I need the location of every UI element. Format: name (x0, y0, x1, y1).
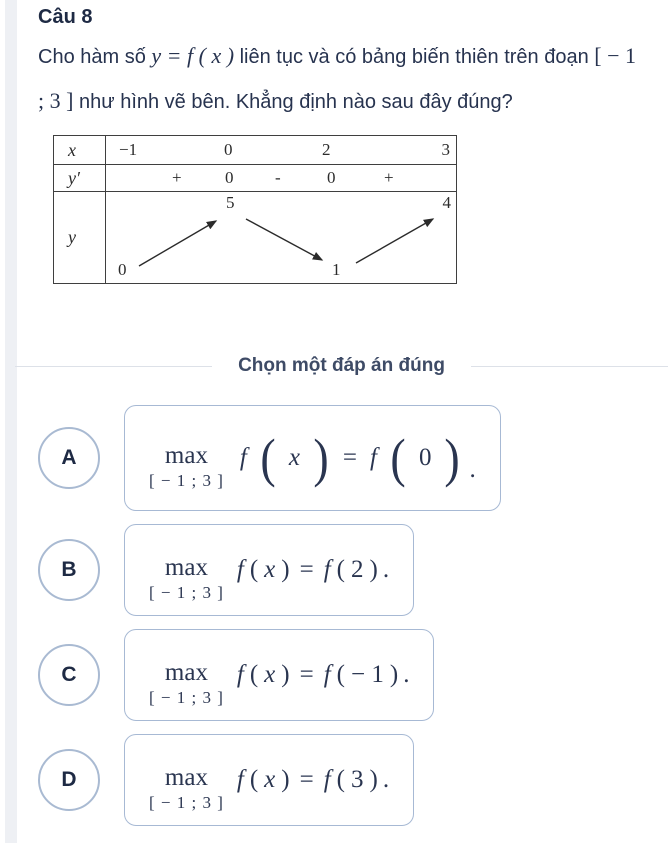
question-text-part2: liên tục và có bảng biến thiên trên đoạn (234, 46, 595, 68)
y-end-value: 4 (442, 193, 451, 213)
option-a-formula: max [ − 1 ; 3 ] f ( x ) = f ( 0 ) . (149, 427, 476, 490)
option-card-a[interactable] (124, 405, 501, 511)
table-y-variation (106, 192, 456, 283)
option-card-d[interactable] (124, 734, 414, 826)
y-min-value: 1 (332, 260, 341, 280)
table-header-x: x (54, 136, 106, 164)
option-card-b[interactable] (124, 524, 414, 616)
option-row-a (38, 405, 650, 511)
answer-options (38, 405, 650, 839)
option-row-c (38, 629, 650, 721)
choose-answer-divider (15, 355, 668, 377)
divider-line-right (471, 366, 668, 367)
sign-value: 0 (327, 168, 336, 188)
max-operator: max [ − 1 ; 3 ] (149, 763, 224, 812)
divider-line-left (15, 366, 212, 367)
sign-value: 0 (225, 168, 234, 188)
choose-answer-label: Chọn một đáp án đúng (238, 355, 445, 376)
question-number: Câu 8 (38, 6, 93, 28)
option-row-d (38, 734, 650, 826)
option-d-formula: max [ − 1 ; 3 ] f ( x ) = f ( 3 ) . (149, 763, 390, 812)
option-button-a[interactable]: A (38, 427, 100, 489)
inline-math-y-fx: y = f ( x ) (151, 43, 235, 68)
option-c-formula: max [ − 1 ; 3 ] f ( x ) = f ( − 1 ) . (149, 658, 410, 707)
x-value: −1 (119, 140, 138, 160)
y-max-value: 5 (226, 193, 235, 213)
table-header-y: y (54, 192, 106, 283)
variation-arrows (106, 192, 456, 283)
y-start-value: 0 (118, 260, 127, 280)
option-b-formula: max [ − 1 ; 3 ] f ( x ) = f ( 2 ) . (149, 553, 390, 602)
table-row-x (54, 136, 456, 165)
question-text-part1: Cho hàm số (38, 46, 152, 68)
question-text (38, 33, 638, 123)
table-row-y (54, 192, 456, 283)
decrease-arrow (246, 219, 322, 260)
sign-value: + (384, 168, 394, 188)
x-value: 3 (441, 140, 450, 160)
option-card-c[interactable] (124, 629, 434, 721)
table-sign-values (106, 165, 456, 191)
option-row-b (38, 524, 650, 616)
option-button-b[interactable]: B (38, 539, 100, 601)
sign-value: - (275, 168, 281, 188)
max-operator: max [ − 1 ; 3 ] (149, 441, 224, 490)
inline-math-interval: [ − 1 ; 3 ] (38, 43, 637, 114)
max-operator: max [ − 1 ; 3 ] (149, 658, 224, 707)
table-row-y-prime (54, 165, 456, 192)
max-operator: max [ − 1 ; 3 ] (149, 553, 224, 602)
option-button-d[interactable]: D (38, 749, 100, 811)
option-button-c[interactable]: C (38, 644, 100, 706)
table-header-y-prime: y′ (54, 165, 106, 191)
x-value: 2 (322, 140, 331, 160)
increase-arrow (356, 219, 433, 263)
variation-table (53, 135, 457, 284)
sign-value: + (172, 168, 182, 188)
x-value: 0 (224, 140, 233, 160)
increase-arrow (139, 221, 216, 266)
previous-card-edge (5, 0, 17, 843)
table-x-values (106, 136, 456, 164)
question-text-part3: như hình vẽ bên. Khẳng định nào sau đây đúng? (73, 91, 513, 114)
